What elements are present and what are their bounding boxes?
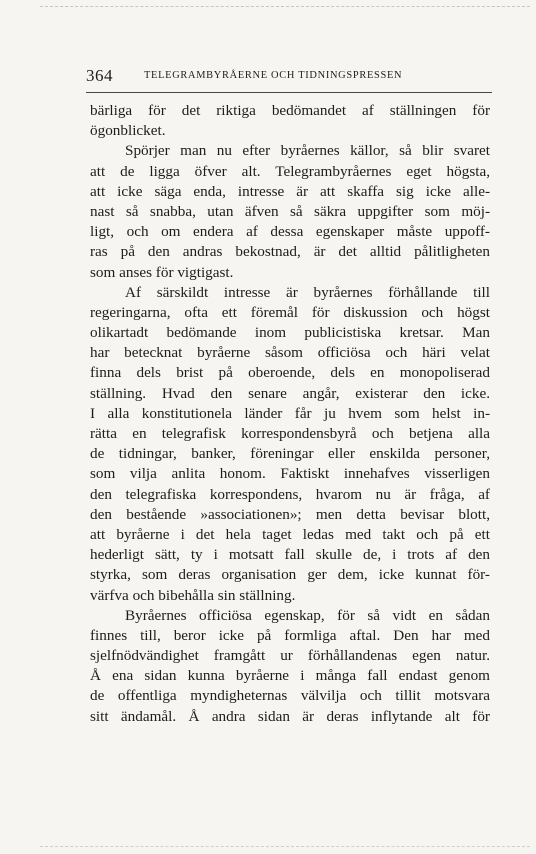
text-line: finnes till, beror icke på formliga aftal. Den har med: [90, 626, 490, 644]
text-line: I alla konstitutionela länder får ju hvem som helst in-: [90, 404, 490, 422]
running-head: [86, 66, 446, 88]
text-line: bärliga för det riktiga bedömandet af ställningen för: [90, 102, 490, 119]
text-line: ögonblicket.: [90, 122, 166, 140]
text-line: rätta en telegrafisk korrespondensbyrå och betjena alla: [90, 425, 490, 442]
text-line: Byråernes officiösa egenskap, för så vidt en sådan: [125, 606, 490, 624]
header-rule: [86, 92, 492, 93]
text-line: sitt ändamål. Å andra sidan är deras inflytande alt för: [90, 707, 490, 725]
text-line: nast så snabba, utan äfven så säkra uppgifter som möj-: [90, 202, 490, 220]
body-text: [90, 101, 490, 727]
text-line: Å ena sidan kunna byråerne i många fall endast genom: [90, 667, 490, 685]
text-line: att byråerne i det hela taget ledas med takt och på ett: [90, 525, 490, 543]
text-line: ställning. Hvad den senare angår, existerar den icke.: [90, 384, 490, 402]
text-line: den telegrafiska korrespondens, hvarom nu är fråga, af: [90, 485, 490, 503]
text-line: den bestående »associationen»; men detta bevisar blott,: [90, 505, 490, 523]
text-line: att de ligga öfver alt. Telegrambyråernes eget högsta,: [90, 162, 490, 180]
running-title: TELEGRAMBYRÅERNE OCH TIDNINGSPRESSEN: [144, 70, 403, 81]
text-line: de offentliga myndigheternas välvilja och tillit motsvara: [90, 687, 490, 705]
text-line: Af särskildt intresse är byråernes förhållande till: [125, 283, 490, 301]
text-line: att icke säga enda, intresse är att skaffa sig icke alle-: [90, 182, 490, 200]
text-line: Spörjer man nu efter byråernes källor, så blir svaret: [125, 142, 490, 160]
text-line: finna dels brist på oberoende, dels en monopoliserad: [90, 364, 490, 382]
text-line: som vilja anlita honom. Faktiskt innehafves visserligen: [90, 465, 490, 483]
text-line: de tidningar, banker, föreningar eller enskilda personer,: [90, 445, 490, 463]
text-line: sjelfnödvändighet framgått ur förhållandenas egen natur.: [90, 647, 490, 665]
text-line: värfva och bibehålla sin ställning.: [90, 586, 296, 604]
page-number: 364: [86, 66, 113, 85]
scan-edge-top: [40, 6, 530, 7]
text-line: har betecknat byråerne såsom officiösa och häri velat: [90, 344, 490, 362]
text-line: ras på den andras bekostnad, är det alltid pålitligheten: [90, 243, 490, 261]
text-line: ligt, och om endera af dessa egenskaper måste uppoff-: [90, 223, 490, 241]
text-line: styrka, som deras organisation ger dem, icke kunnat för-: [90, 566, 490, 584]
text-line: hederligt sätt, ty i motsatt fall skulle de, i trots af den: [90, 546, 490, 564]
text-line: olikartadt bedömande inom publicistiska kretsar. Man: [90, 324, 490, 342]
text-line: som anses för vigtigast.: [90, 263, 234, 281]
text-line: regeringarna, ofta ett föremål för diskussion och högst: [90, 303, 490, 321]
scan-edge-bottom: [40, 846, 530, 847]
